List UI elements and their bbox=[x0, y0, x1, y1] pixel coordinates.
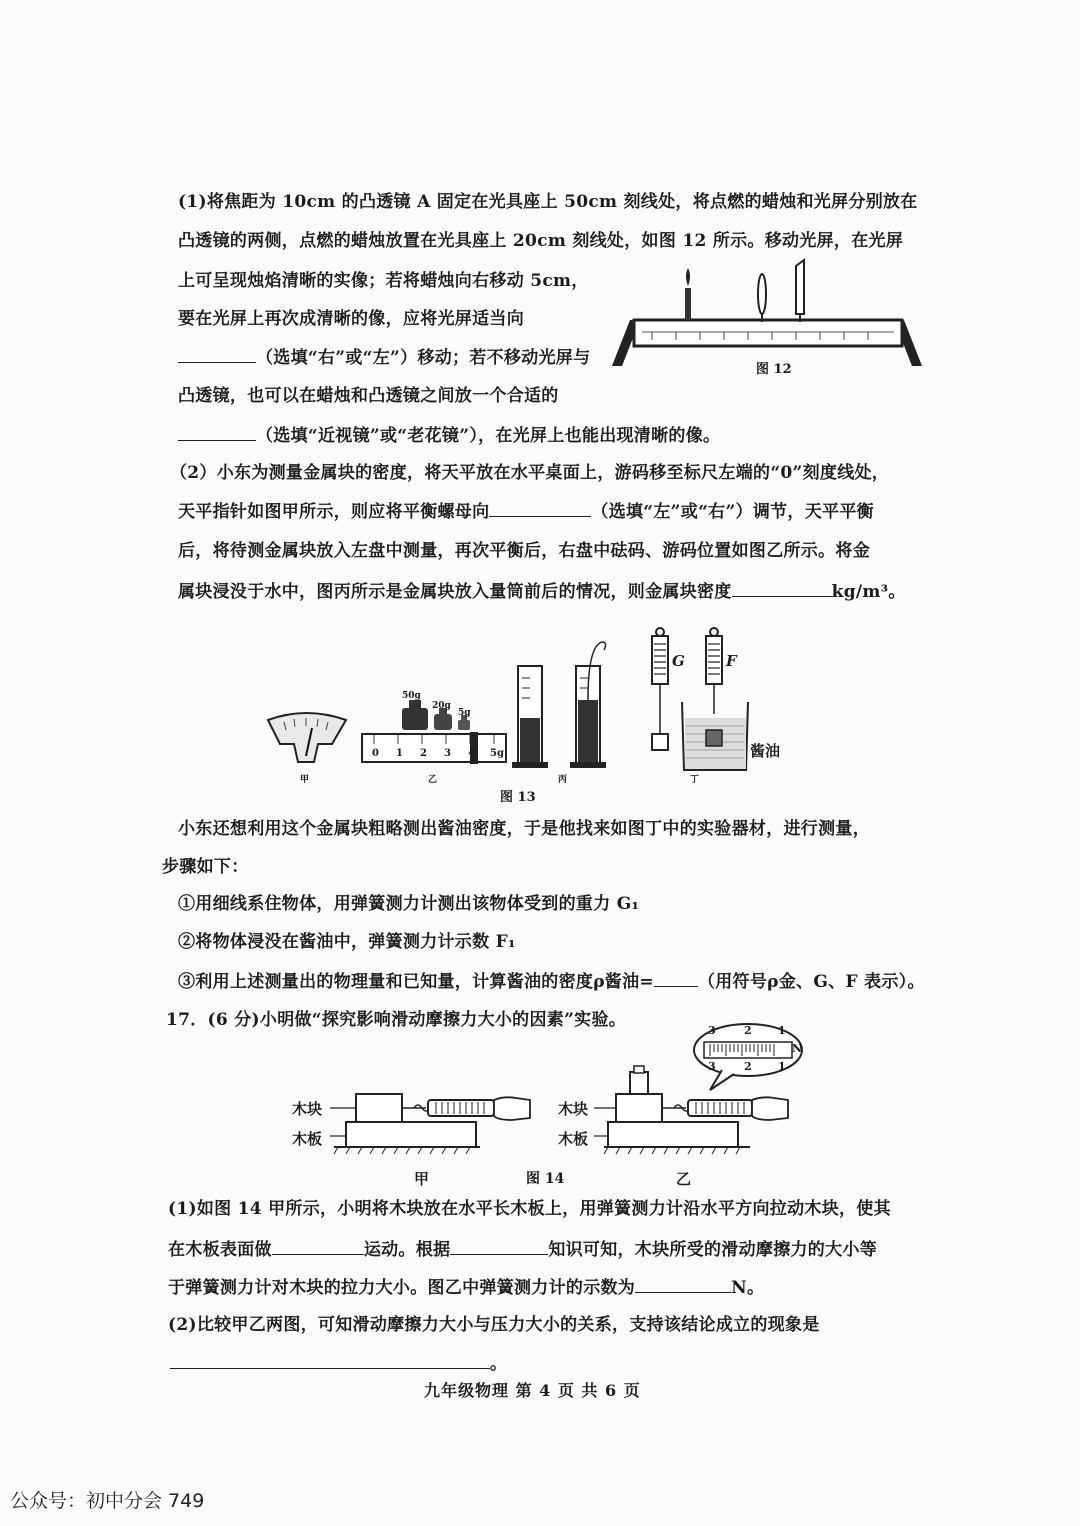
q17-1-line2-text-b: 运动。根据 bbox=[363, 1240, 451, 1260]
figure-14-caption: 图 14 bbox=[526, 1171, 565, 1187]
answer-blank bbox=[654, 970, 698, 987]
q16-2-line4-text-b: kg/m³。 bbox=[831, 582, 906, 602]
page-footer: 九年级物理 第 4 页 共 6 页 bbox=[424, 1381, 641, 1400]
scale-tick-5g: 5g bbox=[490, 748, 504, 759]
graduated-cylinders bbox=[512, 642, 606, 768]
label-soy-sauce: 酱油 bbox=[750, 742, 781, 760]
q16-1-line2: 凸透镜的两侧，点燃的蜡烛放置在光具座上 20cm 刻线处，如图 12 所示。移动光屏，在光屏 bbox=[178, 231, 904, 251]
q16-2-line4 bbox=[178, 580, 906, 603]
scale-tick-1: 1 bbox=[396, 748, 403, 759]
answer-blank bbox=[489, 500, 591, 517]
q16-2-line1: （2）小东为测量金属块的密度，将天平放在水平桌面上，游码移至标尺左端的“0”刻度线处， bbox=[170, 463, 890, 483]
dial-number-3-bottom: 3 bbox=[708, 1060, 716, 1073]
q16-3-step2: ②将物体浸没在酱油中，弹簧测力计示数 F₁ bbox=[178, 932, 516, 952]
q16-3-line1: 小东还想利用这个金属块粗略测出酱油密度，于是他找来如图丁中的实验器材，进行测量， bbox=[178, 819, 870, 839]
q16-1-line7-text: （选填“近视镜”或“老花镜”），在光屏上也能出现清晰的像。 bbox=[256, 426, 721, 446]
dial-number-2-top: 2 bbox=[744, 1024, 752, 1037]
dial-number-3-top: 3 bbox=[708, 1024, 716, 1037]
q16-2-line2-text-a: 天平指针如图甲所示，则应将平衡螺母向 bbox=[178, 502, 490, 522]
q16-2-line2 bbox=[178, 500, 874, 523]
label-board-yi: 木板 bbox=[558, 1130, 589, 1148]
q16-1-line4: 要在光屏上再次成清晰的像，应将光屏适当向 bbox=[178, 309, 524, 329]
scale-tick-4: 4 bbox=[468, 748, 475, 759]
answer-blank bbox=[272, 1238, 364, 1255]
weight-label-50g: 50g bbox=[402, 691, 421, 701]
label-F: F bbox=[726, 652, 737, 670]
answer-blank bbox=[170, 1352, 490, 1369]
q16-1-line3: 上可呈现烛焰清晰的实像；若将蜡烛向右移动 5cm， bbox=[178, 271, 589, 291]
answer-blank bbox=[178, 346, 256, 363]
dial-number-1-top: 1 bbox=[778, 1024, 786, 1037]
q16-1-line6: 凸透镜，也可以在蜡烛和凸透镜之间放一个合适的 bbox=[178, 386, 559, 406]
scale-tick-0: 0 bbox=[372, 748, 379, 759]
q16-1-line5 bbox=[178, 346, 590, 369]
q17-1-line3-text-b: N。 bbox=[731, 1278, 765, 1298]
q16-3-step3-text-a: ③利用上述测量出的物理量和已知量，计算酱油的密度ρ酱油= bbox=[178, 972, 654, 992]
dial-number-2-bottom: 2 bbox=[744, 1060, 752, 1073]
label-jia: 甲 bbox=[300, 775, 310, 785]
q17-2-line1: (2)比较甲乙两图，可知滑动摩擦力大小与压力大小的关系，支持该结论成立的现象是 bbox=[168, 1315, 820, 1335]
q16-2-line2-text-b: （选填“左”或“右”）调节，天平平衡 bbox=[591, 502, 874, 522]
weight-label-5g: 5g bbox=[458, 708, 471, 718]
setup-jia bbox=[330, 1094, 530, 1154]
q17-1-line2-text-a: 在木板表面做 bbox=[168, 1240, 272, 1260]
figure-12-caption: 图 12 bbox=[756, 362, 792, 377]
answer-blank bbox=[450, 1238, 548, 1255]
weight-label-20g: 20g bbox=[432, 701, 451, 711]
figure-13-caption: 图 13 bbox=[500, 790, 536, 805]
label-block-yi: 木块 bbox=[558, 1100, 589, 1118]
q17-1-line3-text-a: 于弹簧测力计对木块的拉力大小。图乙中弹簧测力计的示数为 bbox=[168, 1278, 636, 1298]
q17-2-period: 。 bbox=[490, 1354, 508, 1374]
q16-1-line7 bbox=[178, 424, 720, 447]
dial-unit-N: N bbox=[792, 1042, 803, 1055]
q17-title: 17．(6 分)小明做“探究影响滑动摩擦力大小的因素”实验。 bbox=[166, 1010, 627, 1030]
q16-1-line1: (1)将焦距为 10cm 的凸透镜 A 固定在光具座上 50cm 刻线处，将点燃的蜡烛和光屏分别放在 bbox=[178, 192, 918, 212]
q16-3-step3-text-b: （用符号ρ金、G、F 表示）。 bbox=[697, 972, 925, 992]
label-board-jia: 木板 bbox=[292, 1130, 323, 1148]
label-yi-fig14: 乙 bbox=[676, 1170, 692, 1188]
answer-blank bbox=[732, 580, 832, 597]
label-jia-fig14: 甲 bbox=[414, 1170, 430, 1188]
setup-yi bbox=[594, 1024, 802, 1154]
q17-1-line2-text-c: 知识可知，木块所受的滑动摩擦力的大小等 bbox=[548, 1240, 878, 1260]
balance-pointer-dial bbox=[268, 713, 346, 762]
label-block-jia: 木块 bbox=[292, 1100, 323, 1118]
label-G: G bbox=[672, 652, 685, 670]
q17-1-line3 bbox=[168, 1276, 764, 1299]
label-ding: 丁 bbox=[690, 775, 700, 785]
q17-1-line2 bbox=[168, 1238, 877, 1261]
scale-tick-2: 2 bbox=[420, 748, 427, 759]
q17-2-line2 bbox=[170, 1352, 507, 1375]
dial-number-1-bottom: 1 bbox=[778, 1060, 786, 1073]
q16-3-step3 bbox=[178, 970, 925, 993]
q16-3-line2: 步骤如下： bbox=[162, 857, 249, 877]
figure-13-apparatus bbox=[262, 626, 802, 786]
q16-1-line5-text: （选填“右”或“左”）移动；若不移动光屏与 bbox=[256, 348, 591, 368]
q16-3-step1: ①用细线系住物体，用弹簧测力计测出该物体受到的重力 G₁ bbox=[178, 894, 640, 914]
answer-blank bbox=[635, 1276, 731, 1293]
watermark-text: 公众号：初中分会 749 bbox=[10, 1490, 205, 1512]
q17-1-line1: (1)如图 14 甲所示，小明将木块放在水平长木板上，用弹簧测力计沿水平方向拉动木块，使其 bbox=[168, 1199, 891, 1219]
figure-14-friction-setup bbox=[290, 1022, 790, 1168]
q16-2-line3: 后，将待测金属块放入左盘中测量，再次平衡后，右盘中砝码、游码位置如图乙所示。将金 bbox=[178, 541, 870, 561]
spring-scales-and-beaker bbox=[652, 628, 748, 770]
scale-tick-3: 3 bbox=[444, 748, 451, 759]
q16-2-line4-text-a: 属块浸没于水中，图丙所示是金属块放入量筒前后的情况，则金属块密度 bbox=[178, 582, 732, 602]
label-yi: 乙 bbox=[428, 775, 438, 785]
label-bing: 丙 bbox=[558, 775, 568, 785]
answer-blank bbox=[178, 424, 256, 441]
